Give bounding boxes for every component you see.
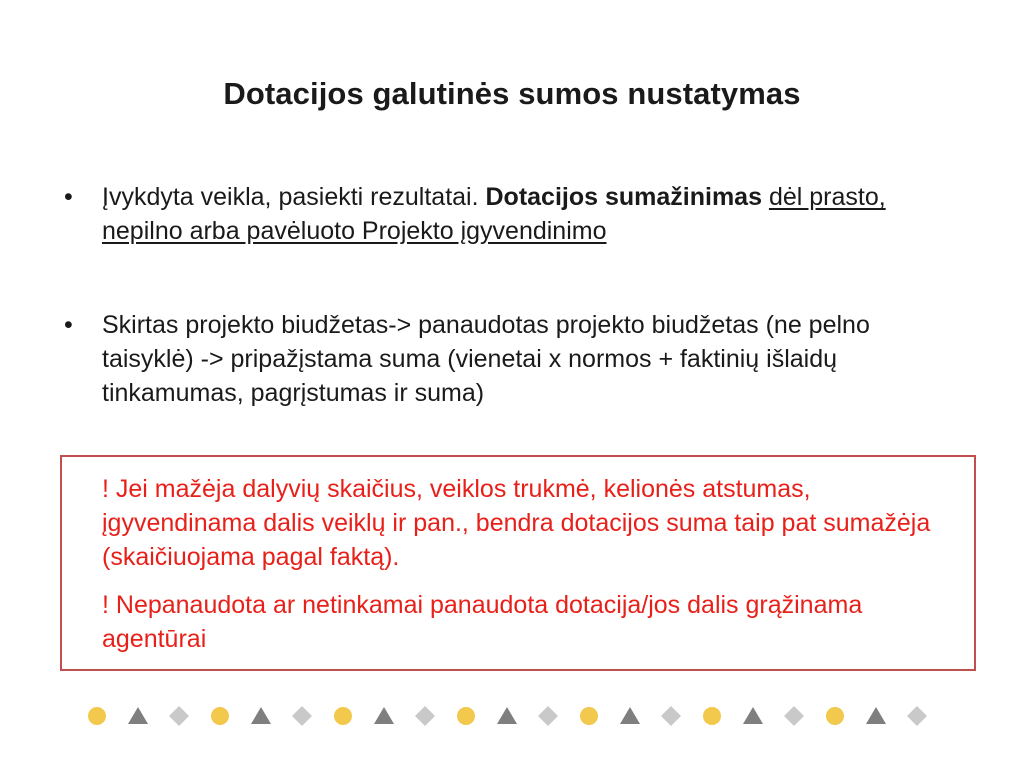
diamond-icon xyxy=(538,706,558,726)
bullet-1-underlined: dėl prasto, nepilno arba pavėluoto Projekto įgyvendinimo xyxy=(102,183,886,245)
circle-icon xyxy=(826,707,844,725)
bullet-1-gap xyxy=(762,183,769,211)
slide-title: Dotacijos galutinės sumos nustatymas xyxy=(223,76,801,111)
diamond-icon xyxy=(661,706,681,726)
triangle-icon xyxy=(374,707,394,724)
warning-box xyxy=(60,455,976,671)
bullet-text-1 xyxy=(102,180,962,248)
bullet-text-2: Skirtas projekto biudžetas-> panaudotas projekto biudžetas (ne pelno taisyklė) -> pripažįstama suma (vienetai x normos + faktinių išlaidų tinkamumas, pagrįstumas ir suma) xyxy=(102,311,870,407)
triangle-icon xyxy=(743,707,763,724)
circle-icon xyxy=(211,707,229,725)
diamond-icon xyxy=(784,706,804,726)
circle-icon xyxy=(334,707,352,725)
diamond-icon xyxy=(292,706,312,726)
warning-text-1: ! Jei mažėja dalyvių skaičius, veiklos trukmė, kelionės atstumas, įgyvendinama dalis veiklų ir pan., bendra dotacijos suma taip pat sumažėja (skaičiuojama pagal faktą). xyxy=(102,475,931,571)
diamond-icon xyxy=(169,706,189,726)
diamond-icon xyxy=(415,706,435,726)
triangle-icon xyxy=(866,707,886,724)
triangle-icon xyxy=(128,707,148,724)
circle-icon xyxy=(580,707,598,725)
triangle-icon xyxy=(251,707,271,724)
bullet-icon: • xyxy=(64,183,73,211)
bullet-1-plain: Įvykdyta veikla, pasiekti rezultatai. xyxy=(102,183,486,211)
bullet-icon: • xyxy=(64,311,73,339)
triangle-icon xyxy=(497,707,517,724)
circle-icon xyxy=(703,707,721,725)
circle-icon xyxy=(457,707,475,725)
bullet-1-bold: Dotacijos sumažinimas xyxy=(485,183,762,211)
triangle-icon xyxy=(620,707,640,724)
diamond-icon xyxy=(907,706,927,726)
warning-text-2: ! Nepanaudota ar netinkamai panaudota dotacija/jos dalis grąžinama agentūrai xyxy=(102,591,863,653)
decorative-divider xyxy=(84,706,944,726)
circle-icon xyxy=(88,707,106,725)
